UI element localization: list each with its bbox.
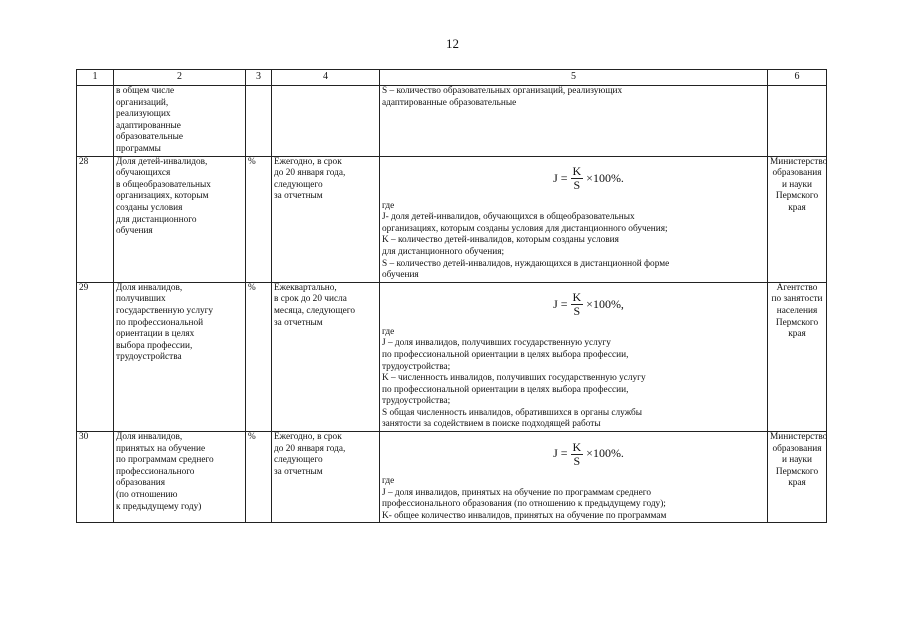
text-line: где	[382, 200, 395, 211]
text-line: адаптированные образовательные	[382, 97, 517, 108]
method-cell	[380, 156, 768, 282]
text-line: адаптированные	[116, 120, 181, 131]
continuation-num	[77, 86, 114, 157]
text-line: края	[788, 202, 806, 213]
text-line: государственную услугу	[116, 305, 214, 316]
text-line: в общеобразовательных	[116, 179, 211, 190]
formula-denominator: S	[573, 178, 581, 193]
text-line: края	[788, 478, 806, 489]
text-line: Агентство	[776, 282, 818, 293]
formula-fraction	[571, 441, 584, 468]
text-line: профессионального	[116, 466, 195, 477]
formula-lhs: J =	[553, 446, 568, 461]
text-line: Доля инвалидов,	[116, 282, 183, 293]
text-line: образовательные	[116, 132, 183, 143]
row-number: 30	[77, 432, 114, 523]
text-line: Пермского края	[775, 317, 819, 340]
frequency-cell	[272, 156, 380, 282]
formula-fraction	[571, 291, 584, 318]
text-line: трудоустройства	[116, 352, 182, 363]
text-line: по профессиональной ориентации в целях выбора профессии,	[382, 349, 629, 360]
text-line: программы	[116, 143, 161, 154]
text-line: занятости за содействием в поиске подходящей работы	[382, 419, 601, 430]
text-line: образования	[772, 443, 822, 454]
text-line: организаций,	[116, 97, 169, 108]
text-line: созданы условия	[116, 202, 183, 213]
formula	[382, 432, 765, 476]
responsible-cell	[768, 282, 827, 431]
text-line: K – количество детей-инвалидов, которым созданы условия	[382, 235, 619, 246]
continuation-responsible	[768, 86, 827, 157]
formula	[382, 283, 765, 327]
text-line: Ежегодно, в срок	[274, 432, 342, 443]
row-number: 28	[77, 156, 114, 282]
text-line: и науки Пермского	[775, 455, 819, 477]
frequency-cell	[272, 282, 380, 431]
text-line: по профессиональной	[116, 317, 204, 328]
formula-fraction	[571, 165, 584, 192]
formula-lhs: J =	[553, 296, 568, 311]
text-line: месяца, следующего	[274, 305, 356, 316]
text-line: следующего	[274, 179, 323, 190]
formula-lhs: J =	[553, 170, 568, 185]
text-line: трудоустройства;	[382, 396, 451, 407]
text-line: J – доля инвалидов, получивших государственную услугу	[382, 338, 611, 349]
formula-denominator: S	[573, 304, 581, 319]
text-line: где	[382, 476, 395, 487]
text-line: до 20 января года,	[274, 168, 346, 179]
text-line: Ежегодно, в срок	[274, 156, 342, 167]
text-line: принятых на обучение	[116, 443, 206, 454]
frequency-cell	[272, 432, 380, 523]
text-line: по занятости	[771, 294, 823, 305]
text-line: трудоустройства;	[382, 361, 451, 372]
formula-denominator: S	[573, 453, 581, 468]
text-line: Доля инвалидов,	[116, 432, 183, 443]
text-line: к предыдущему году)	[116, 501, 202, 512]
text-line: образования	[116, 478, 166, 489]
text-line: в срок до 20 числа	[274, 294, 347, 305]
text-line: до 20 января года,	[274, 443, 346, 454]
text-line: обучения	[382, 270, 419, 281]
continuation-method	[380, 86, 768, 157]
text-line: за отчетным	[274, 317, 323, 328]
page-number: 12	[446, 36, 459, 51]
formula-rhs: ×100%.	[586, 446, 624, 461]
text-line: S – количество образовательных организаций, реализующих	[382, 86, 623, 96]
row-number: 29	[77, 282, 114, 431]
text-line: в общем числе	[116, 86, 175, 96]
table-row	[77, 432, 827, 523]
table-row	[77, 156, 827, 282]
method-cell	[380, 282, 768, 431]
text-line: где	[382, 326, 395, 337]
table-row	[77, 282, 827, 431]
text-line: и науки Пермского	[775, 179, 819, 202]
text-line: организациях, которым	[116, 191, 209, 202]
text-line: для дистанционного обучения;	[382, 246, 505, 257]
formula-numerator: K	[572, 164, 582, 179]
formula-numerator: K	[572, 290, 582, 305]
header-col-2: 2	[114, 70, 246, 86]
text-line: K- общее количество инвалидов, принятых на обучение по программам	[382, 510, 667, 521]
text-line: S общая численность инвалидов, обратившихся в органы службы	[382, 407, 642, 418]
text-line: за отчетным	[274, 191, 323, 202]
text-line: (по отношению	[116, 490, 178, 501]
header-col-5: 5	[380, 70, 768, 86]
text-line: населения	[776, 305, 818, 316]
formula-numerator: K	[572, 439, 582, 454]
continuation-row	[77, 86, 827, 157]
unit-cell: %	[246, 156, 272, 282]
unit-cell: %	[246, 282, 272, 431]
indicator-cell	[114, 156, 246, 282]
indicator-cell	[114, 432, 246, 523]
text-line: за отчетным	[274, 466, 323, 477]
formula-rhs: ×100%.	[586, 170, 624, 185]
text-line: реализующих	[116, 109, 171, 120]
text-line: Министерство	[770, 432, 828, 443]
text-line: S – количество детей-инвалидов, нуждающихся в дистанционной форме	[382, 258, 670, 269]
text-line: Ежеквартально,	[274, 282, 337, 293]
continuation-unit	[246, 86, 272, 157]
text-line: J- доля детей-инвалидов, обучающихся в общеобразовательных	[382, 212, 635, 223]
responsible-cell	[768, 432, 827, 523]
table-header-row	[77, 70, 827, 86]
formula-rhs: ×100%,	[586, 296, 624, 311]
text-line: следующего	[274, 455, 323, 466]
text-line: по профессиональной ориентации в целях выбора профессии,	[382, 384, 629, 395]
header-col-3: 3	[246, 70, 272, 86]
text-line: образования	[772, 168, 822, 179]
text-line: K – численность инвалидов, получивших государственную услугу	[382, 373, 646, 384]
text-line: обучающихся	[116, 168, 171, 179]
header-col-4: 4	[272, 70, 380, 86]
continuation-indicator	[114, 86, 246, 157]
text-line: организациях, которым созданы условия для дистанционного обучения;	[382, 223, 668, 234]
indicator-cell	[114, 282, 246, 431]
text-line: получивших	[116, 294, 166, 305]
text-line: J – доля инвалидов, принятых на обучение по программам среднего	[382, 487, 651, 498]
text-line: обучения	[116, 226, 153, 237]
text-line: ориентации в целях	[116, 329, 195, 340]
method-cell	[380, 432, 768, 523]
unit-cell: %	[246, 432, 272, 523]
header-col-1: 1	[77, 70, 114, 86]
text-line: Министерство	[770, 156, 828, 167]
continuation-frequency	[272, 86, 380, 157]
header-col-6: 6	[768, 70, 827, 86]
text-line: профессионального образования (по отношению к предыдущему году);	[382, 499, 666, 510]
text-line: Доля детей-инвалидов,	[116, 156, 208, 167]
responsible-cell	[768, 156, 827, 282]
text-line: для дистанционного	[116, 214, 197, 225]
formula	[382, 157, 765, 201]
text-line: по программам среднего	[116, 455, 214, 466]
indicators-table	[76, 69, 827, 523]
text-line: выбора профессии,	[116, 340, 193, 351]
